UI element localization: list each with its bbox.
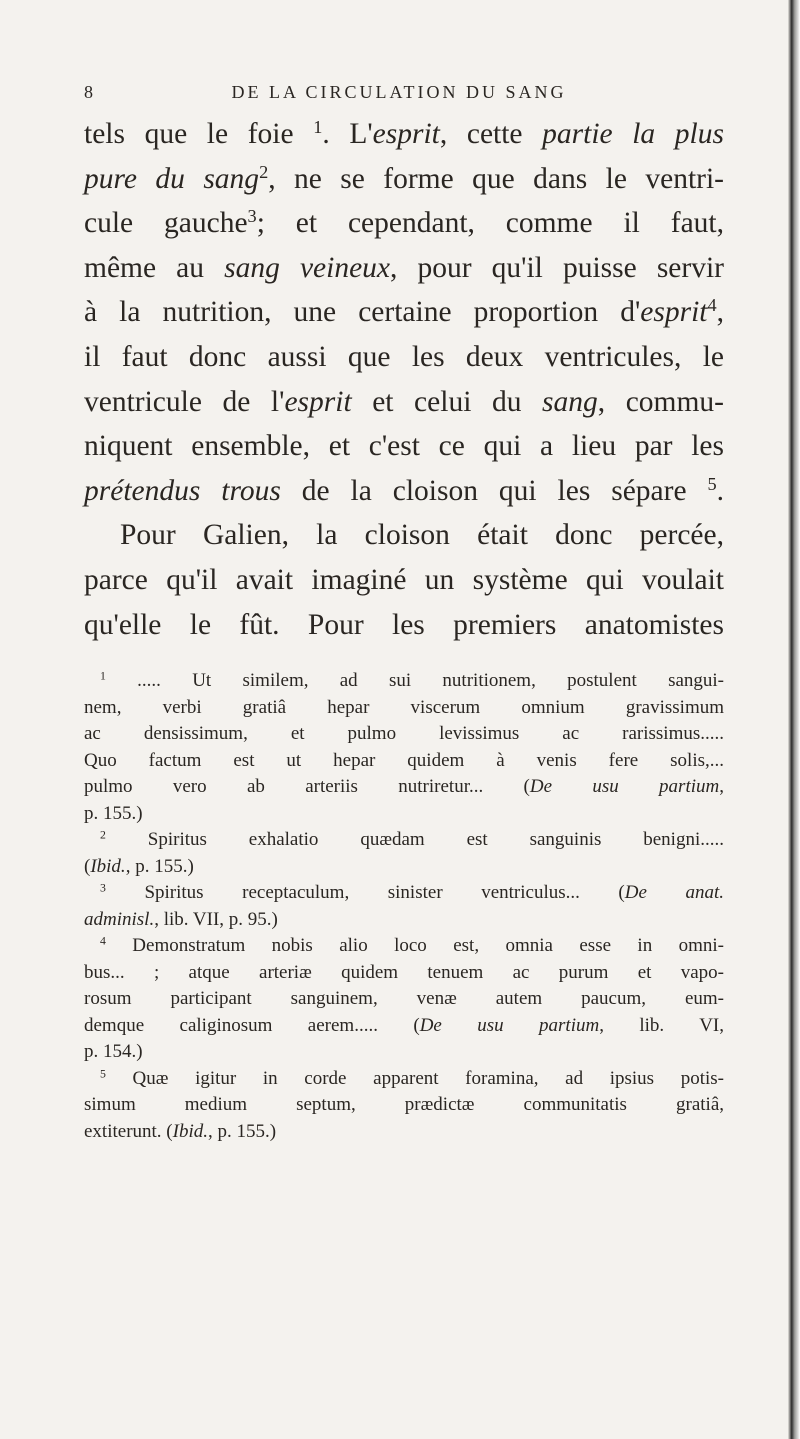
footnote-ref: 4 xyxy=(707,295,717,316)
footnote-ref: 5 xyxy=(707,473,717,494)
footnote-line xyxy=(84,748,724,775)
text-line xyxy=(84,603,724,648)
text-line xyxy=(84,246,724,291)
text-run: , pour qu'il puisse servir xyxy=(390,251,724,284)
italic-run: prétendus trous xyxy=(84,474,281,507)
text-run: et celui du xyxy=(351,385,543,418)
footnote-line xyxy=(84,668,724,695)
text-run: , lib. VI, xyxy=(599,1014,724,1036)
italic-run: sang xyxy=(542,385,598,418)
page-number: 8 xyxy=(84,82,95,102)
footnote-marker: 3 xyxy=(100,881,106,895)
text-run: ( xyxy=(84,855,91,877)
footnote-ref: 2 xyxy=(259,161,269,182)
text-run: ; et cependant, comme il faut, xyxy=(256,207,724,240)
text-run: Quo factum est ut hepar quidem à venis fere solis,... xyxy=(84,749,724,771)
italic-run: pure du sang xyxy=(84,162,260,195)
text-run: de la cloison qui les sépare xyxy=(280,474,708,507)
footnote-line xyxy=(84,960,724,987)
footnote-line xyxy=(84,1039,724,1066)
text-run: , p. 155.) xyxy=(208,1120,277,1142)
italic-run: esprit xyxy=(640,296,708,329)
italic-run: De usu partium xyxy=(529,776,720,797)
text-run: Quæ igitur in corde apparent foramina, ad ipsius potis- xyxy=(105,1067,724,1089)
text-run: bus... ; atque arteriæ quidem tenuem ac purum et vapo- xyxy=(84,961,724,983)
text-run: à la nutrition, une certaine proportion d' xyxy=(84,296,641,329)
text-line xyxy=(84,380,724,425)
footnote-line xyxy=(84,721,724,748)
text-run: même au xyxy=(84,251,225,284)
footnote-ref: 1 xyxy=(313,116,323,137)
text-run: qu'elle le fût. Pour les premiers anatomistes xyxy=(84,608,724,641)
footnote-line xyxy=(84,1013,724,1040)
text-run: , commu- xyxy=(597,385,724,418)
text-run: il faut donc aussi que les deux ventricules, le xyxy=(84,340,724,373)
text-run: , xyxy=(719,776,724,797)
italic-run: De usu partium xyxy=(419,1014,600,1036)
text-line xyxy=(84,157,724,202)
text-line xyxy=(84,558,724,603)
footnote-line xyxy=(84,880,724,907)
footnote-line xyxy=(84,801,724,828)
text-run: ..... Ut similem, ad sui nutritionem, postulent sangui- xyxy=(105,670,724,691)
text-run: tels que le foie xyxy=(84,118,314,150)
text-run: ac densissimum, et pulmo levissimus ac rarissimus..... xyxy=(84,723,724,744)
text-line xyxy=(84,201,724,246)
main-text xyxy=(84,112,724,647)
text-line xyxy=(84,424,724,469)
text-line xyxy=(84,469,724,514)
running-header xyxy=(84,82,714,106)
italic-run: esprit xyxy=(284,385,352,418)
text-line xyxy=(84,290,724,335)
text-run: Pour Galien, la cloison était donc percée, xyxy=(120,519,724,552)
footnote-line xyxy=(84,854,724,881)
text-run: Demonstratum nobis alio loco est, omnia esse in omni- xyxy=(105,935,724,956)
text-run: p. 155.) xyxy=(84,802,143,824)
italic-run: sang veineux xyxy=(224,251,391,284)
footnote-ref: 3 xyxy=(247,206,257,227)
text-run: cule gauche xyxy=(84,207,248,240)
text-line xyxy=(84,335,724,380)
italic-run: esprit xyxy=(372,118,440,150)
text-run: demque caliginosum aerem..... ( xyxy=(84,1014,420,1036)
text-run: extiterunt. ( xyxy=(84,1120,173,1142)
footnote-line xyxy=(84,933,724,960)
text-run: simum medium septum, prædictæ communitatis gratiâ, xyxy=(84,1094,724,1115)
text-run: niquent ensemble, et c'est ce qui a lieu par les xyxy=(84,430,724,463)
running-title: DE LA CIRCULATION DU SANG xyxy=(231,82,567,102)
footnote-marker: 1 xyxy=(100,669,106,683)
text-run: . xyxy=(716,474,725,507)
text-run: rosum participant sanguinem, venæ autem paucum, eum- xyxy=(84,988,724,1009)
text-run: ventricule de l' xyxy=(84,385,285,418)
footnote-marker: 4 xyxy=(100,934,106,948)
footnote-line xyxy=(84,774,724,801)
page-edge-shadow xyxy=(788,0,800,1439)
italic-run: De anat. xyxy=(624,882,725,903)
text-run: nem, verbi gratiâ hepar viscerum omnium gravissimum xyxy=(84,696,724,718)
footnote-line xyxy=(84,986,724,1013)
footnote-line xyxy=(84,827,724,854)
footnotes xyxy=(84,668,724,1145)
italic-run: adminisl. xyxy=(84,908,155,930)
text-run: , lib. VII, p. 95.) xyxy=(154,908,278,930)
text-run: , ne se forme que dans le ventri- xyxy=(268,162,724,195)
footnote-line xyxy=(84,1066,724,1093)
text-run: , p. 155.) xyxy=(125,855,194,877)
footnote-marker: 2 xyxy=(100,828,106,842)
text-run: Spiritus exhalatio quædam est sanguinis benigni..... xyxy=(105,829,724,850)
text-line xyxy=(84,513,724,558)
text-run: parce qu'il avait imaginé un système qui voulait xyxy=(84,563,724,596)
footnote-line xyxy=(84,1092,724,1119)
text-run: . L' xyxy=(322,118,373,150)
footnote-line xyxy=(84,695,724,722)
italic-run: Ibid. xyxy=(172,1120,208,1142)
text-run: , xyxy=(716,296,724,329)
text-run: p. 154.) xyxy=(84,1041,143,1062)
footnote-marker: 5 xyxy=(100,1067,106,1081)
text-run: , cette xyxy=(439,118,543,150)
text-line xyxy=(84,112,724,157)
text-run: Spiritus receptaculum, sinister ventriculus... ( xyxy=(105,882,625,903)
footnote-line xyxy=(84,1119,724,1146)
text-run: pulmo vero ab arteriis nutriretur... ( xyxy=(84,776,530,797)
italic-run: Ibid. xyxy=(90,855,126,877)
italic-run: partie la plus xyxy=(542,118,724,150)
footnote-line xyxy=(84,907,724,934)
